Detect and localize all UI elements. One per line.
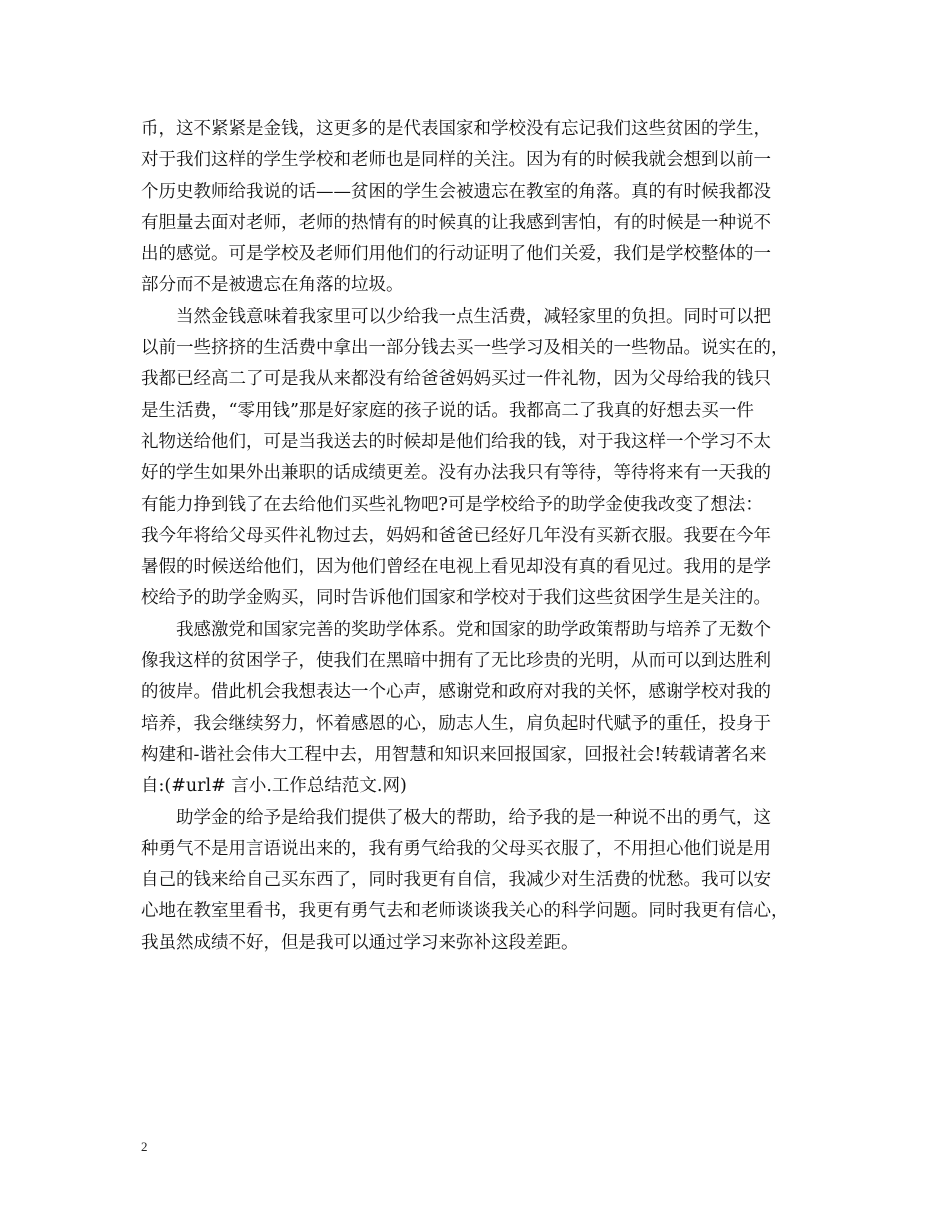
text-line: 部分而不是被遗忘在角落的垃圾。 [141, 275, 404, 296]
text-line: 校给予的助学金购买，同时告诉他们国家和学校对于我们这些贫困学生是关注的。 [141, 588, 771, 609]
text-line: 出的感觉。可是学校及老师们用他们的行动证明了他们关爱，我们是学校整体的一 [141, 244, 771, 265]
text-line: 有能力挣到钱了在去给他们买些礼物吧?可是学校给予的助学金使我改变了想法： [141, 494, 763, 515]
text-line: 有胆量去面对老师，老师的热情有的时候真的让我感到害怕，有的时候是一种说不 [141, 212, 771, 233]
text-line: 助学金的给予是给我们提供了极大的帮助，给予我的是一种说不出的勇气，这 [176, 807, 771, 828]
text-line: 自己的钱来给自己买东西了，同时我更有自信，我减少对生活费的忧愁。我可以安 [141, 870, 771, 891]
paragraph [141, 803, 816, 959]
text-line: 心地在教室里看书，我更有勇气去和老师谈谈我关心的科学问题。同时我更有信心， [141, 901, 789, 922]
text-line: 我感激党和国家完善的奖助学体系。党和国家的助学政策帮助与培养了无数个 [176, 619, 771, 640]
text-line: 以前一些挤挤的生活费中拿出一部分钱去买一些学习及相关的一些物品。说实在的， [141, 338, 789, 359]
paragraph [141, 114, 816, 302]
text-line: 我虽然成绩不好，但是我可以通过学习来弥补这段差距。 [141, 932, 579, 953]
text-line: 构建和-谐社会伟大工程中去，用智慧和知识来回报国家，回报社会!转载请著名来 [141, 744, 767, 765]
text-line: 我今年将给父母买件礼物过去，妈妈和爸爸已经好几年没有买新衣服。我要在今年 [141, 525, 771, 546]
text-line: 币，这不紧紧是金钱，这更多的是代表国家和学校没有忘记我们这些贫困的学生， [141, 119, 771, 139]
text-line: 自:(#url# 言小.工作总结范文.网) [141, 776, 407, 797]
text-line: 的彼岸。借此机会我想表达一个心声，感谢党和政府对我的关怀，感谢学校对我的 [141, 682, 771, 703]
text-line: 我都已经高二了可是我从来都没有给爸爸妈妈买过一件礼物，因为父母给我的钱只 [141, 369, 771, 390]
text-line: 个历史教师给我说的话——贫困的学生会被遗忘在教室的角落。真的有时候我都没 [141, 181, 771, 202]
paragraph [141, 302, 816, 615]
text-line: 培养，我会继续努力，怀着感恩的心，励志人生，肩负起时代赋予的重任，投身于 [141, 713, 771, 734]
text-line: 是生活费，“零用钱”那是好家庭的孩子说的话。我都高二了我真的好想去买一件 [141, 400, 754, 421]
paragraph [141, 615, 816, 803]
text-line: 暑假的时候送给他们，因为他们曾经在电视上看见却没有真的看见过。我用的是学 [141, 557, 771, 578]
text-line: 像我这样的贫困学子，使我们在黑暗中拥有了无比珍贵的光明，从而可以到达胜利 [141, 651, 771, 672]
text-line: 种勇气不是用言语说出来的，我有勇气给我的父母买衣服了，不用担心他们说是用 [141, 838, 771, 859]
text-line: 礼物送给他们，可是当我送去的时候却是他们给我的钱，对于我这样一个学习不太 [141, 431, 771, 452]
document-body [141, 114, 816, 959]
text-line: 对于我们这样的学生学校和老师也是同样的关注。因为有的时候我就会想到以前一 [141, 150, 771, 171]
text-line: 好的学生如果外出兼职的话成绩更差。没有办法我只有等待，等待将来有一天我的 [141, 463, 771, 484]
page-number: 2 [141, 1139, 148, 1154]
text-line: 当然金钱意味着我家里可以少给我一点生活费，减轻家里的负担。同时可以把 [176, 306, 771, 327]
